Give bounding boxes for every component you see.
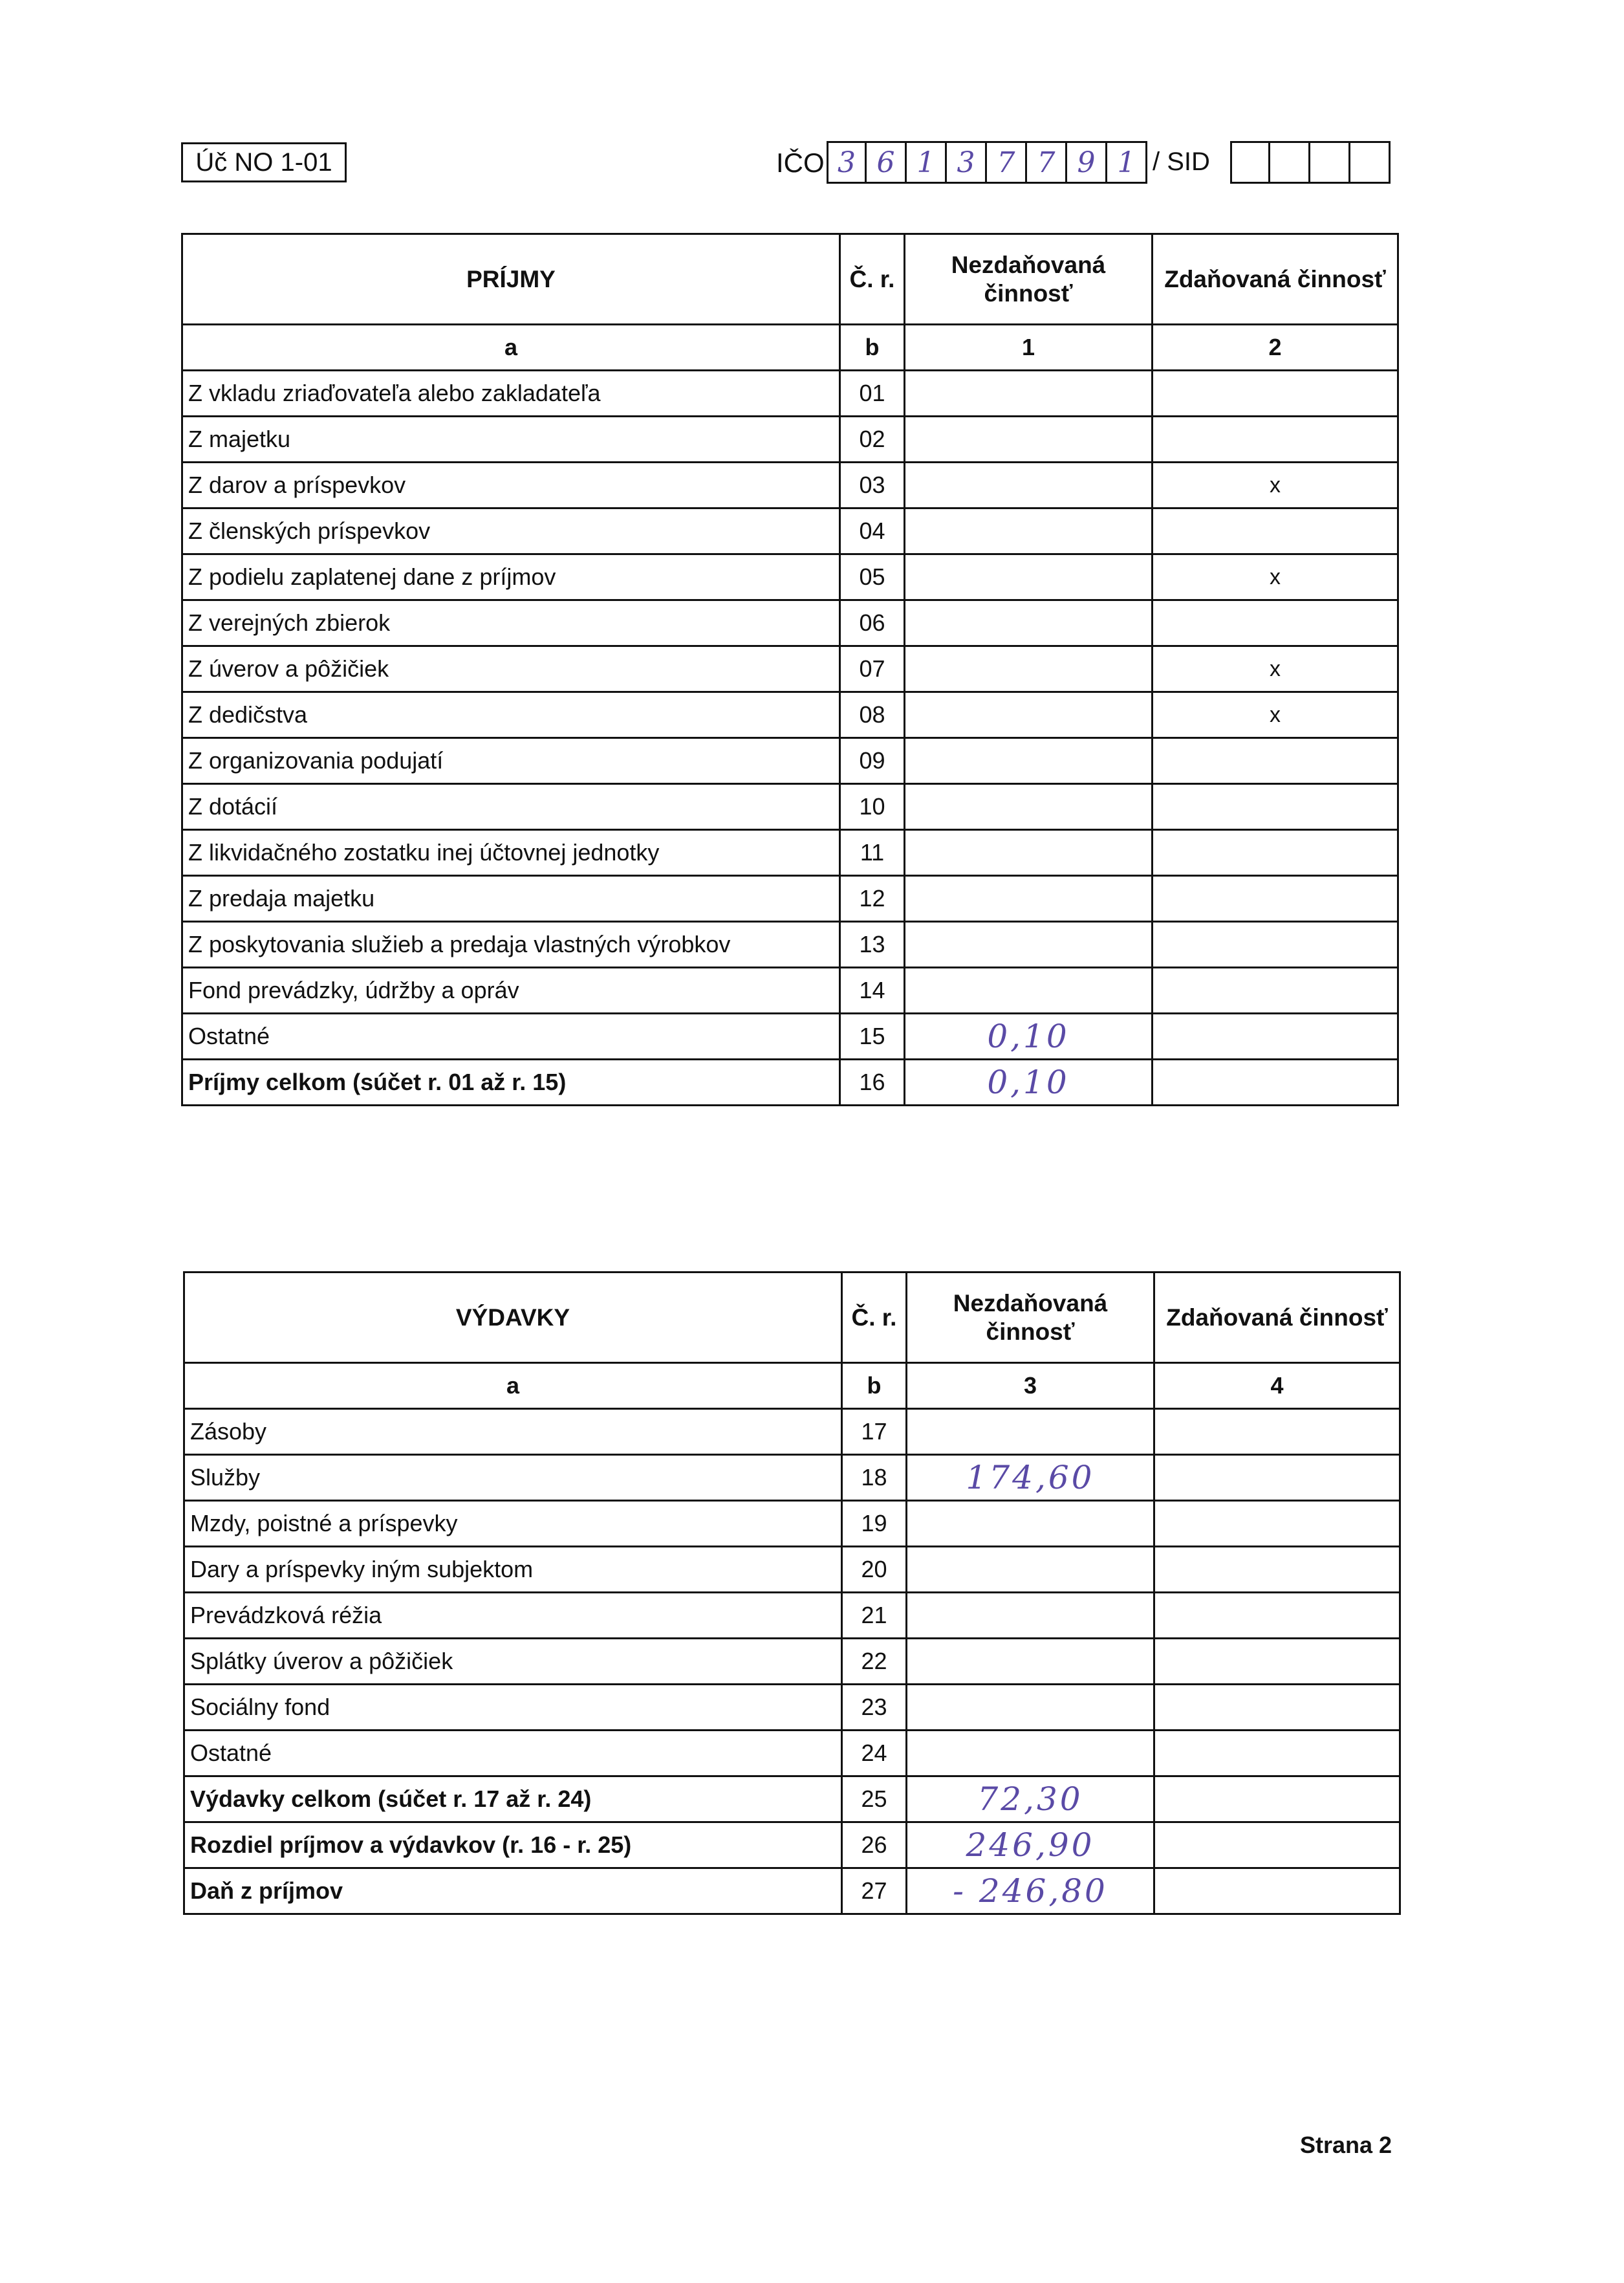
expenses-rows — [184, 1409, 1400, 1914]
sid-digit[interactable] — [1310, 141, 1350, 184]
table-row — [184, 1776, 1400, 1822]
ico-label: IČO — [776, 147, 825, 178]
row-number: 22 — [842, 1639, 907, 1685]
row-number: 07 — [840, 646, 905, 692]
untaxed-value[interactable]: 0,10 — [905, 1060, 1153, 1106]
income-title: PRÍJMY — [182, 234, 840, 325]
taxed-value[interactable] — [1153, 784, 1398, 830]
row-label: Dary a príspevky iným subjektom — [184, 1547, 842, 1593]
row-label: Z organizovania podujatí — [182, 738, 840, 784]
taxed-value[interactable] — [1153, 1060, 1398, 1106]
taxed-value[interactable] — [1154, 1776, 1400, 1822]
form-code: Úč NO 1-01 — [181, 142, 347, 182]
row-label: Služby — [184, 1455, 842, 1501]
untaxed-value[interactable] — [907, 1501, 1154, 1547]
taxed-value[interactable]: x — [1153, 554, 1398, 600]
table-row — [182, 922, 1398, 968]
untaxed-value[interactable] — [905, 508, 1153, 554]
table-row — [182, 554, 1398, 600]
row-label: Z podielu zaplatenej dane z príjmov — [182, 554, 840, 600]
taxed-value[interactable] — [1154, 1409, 1400, 1455]
row-label: Príjmy celkom (súčet r. 01 až r. 15) — [182, 1060, 840, 1106]
row-number: 16 — [840, 1060, 905, 1106]
page-number: Strana 2 — [1300, 2132, 1392, 2158]
taxed-value[interactable] — [1153, 371, 1398, 417]
row-label: Z darov a príspevkov — [182, 463, 840, 508]
untaxed-value[interactable] — [907, 1639, 1154, 1685]
row-label: Z likvidačného zostatku inej účtovnej jednotky — [182, 830, 840, 876]
taxed-value[interactable]: x — [1153, 646, 1398, 692]
row-number: 19 — [842, 1501, 907, 1547]
sid-digit[interactable] — [1270, 141, 1310, 184]
taxed-value[interactable] — [1153, 508, 1398, 554]
row-label: Z majetku — [182, 417, 840, 463]
col-number-1: 1 — [905, 325, 1153, 371]
row-label: Ostatné — [182, 1014, 840, 1060]
table-row — [182, 417, 1398, 463]
taxed-value[interactable] — [1153, 830, 1398, 876]
table-row — [182, 646, 1398, 692]
taxed-value[interactable] — [1154, 1731, 1400, 1776]
row-number: 04 — [840, 508, 905, 554]
row-label: Z verejných zbierok — [182, 600, 840, 646]
untaxed-header: Nezdaňovaná činnosť — [907, 1273, 1154, 1363]
row-label: Zásoby — [184, 1409, 842, 1455]
untaxed-value[interactable] — [907, 1731, 1154, 1776]
untaxed-header: Nezdaňovaná činnosť — [905, 234, 1153, 325]
untaxed-value[interactable] — [905, 371, 1153, 417]
untaxed-value[interactable] — [905, 830, 1153, 876]
ico-boxes — [827, 141, 1147, 186]
taxed-value[interactable] — [1154, 1639, 1400, 1685]
table-row — [184, 1822, 1400, 1868]
row-number: 12 — [840, 876, 905, 922]
taxed-value[interactable]: x — [1153, 463, 1398, 508]
sid-digit[interactable] — [1350, 141, 1391, 184]
taxed-value[interactable]: x — [1153, 692, 1398, 738]
expenses-title: VÝDAVKY — [184, 1273, 842, 1363]
untaxed-value[interactable]: 246,90 — [907, 1822, 1154, 1868]
row-label: Ostatné — [184, 1731, 842, 1776]
table-row — [184, 1731, 1400, 1776]
table-row — [184, 1685, 1400, 1731]
col-number-4: 4 — [1154, 1363, 1400, 1409]
table-row — [182, 508, 1398, 554]
row-number: 01 — [840, 371, 905, 417]
income-table — [181, 233, 1399, 1106]
untaxed-value[interactable] — [905, 600, 1153, 646]
ico-digit[interactable]: 3 — [947, 141, 987, 184]
untaxed-value[interactable] — [907, 1409, 1154, 1455]
table-row — [184, 1639, 1400, 1685]
sid-label: / SID — [1153, 147, 1210, 176]
untaxed-value[interactable]: 72,30 — [907, 1776, 1154, 1822]
row-label: Z vkladu zriaďovateľa alebo zakladateľa — [182, 371, 840, 417]
row-number: 09 — [840, 738, 905, 784]
row-label: Splátky úverov a pôžičiek — [184, 1639, 842, 1685]
row-no-header: Č. r. — [840, 234, 905, 325]
table-row — [182, 463, 1398, 508]
taxed-value[interactable] — [1153, 600, 1398, 646]
row-number: 02 — [840, 417, 905, 463]
table-row — [184, 1547, 1400, 1593]
income-rows — [182, 371, 1398, 1106]
taxed-value[interactable] — [1154, 1593, 1400, 1639]
taxed-header: Zdaňovaná činnosť — [1154, 1273, 1400, 1363]
table-row — [182, 371, 1398, 417]
row-label: Mzdy, poistné a príspevky — [184, 1501, 842, 1547]
row-no-header: Č. r. — [842, 1273, 907, 1363]
taxed-value[interactable] — [1153, 922, 1398, 968]
untaxed-value[interactable] — [905, 463, 1153, 508]
table-row — [182, 1060, 1398, 1106]
row-number: 21 — [842, 1593, 907, 1639]
row-number: 13 — [840, 922, 905, 968]
row-number: 18 — [842, 1455, 907, 1501]
row-label: Z členských príspevkov — [182, 508, 840, 554]
taxed-value[interactable] — [1154, 1501, 1400, 1547]
row-label: Daň z príjmov — [184, 1868, 842, 1914]
row-label: Z dedičstva — [182, 692, 840, 738]
row-number: 10 — [840, 784, 905, 830]
ico-digit[interactable]: 1 — [1107, 141, 1147, 184]
untaxed-value[interactable] — [907, 1685, 1154, 1731]
untaxed-value[interactable]: 174,60 — [907, 1455, 1154, 1501]
table-row — [182, 738, 1398, 784]
row-label: Výdavky celkom (súčet r. 17 až r. 24) — [184, 1776, 842, 1822]
sid-boxes — [1230, 141, 1391, 186]
untaxed-value[interactable] — [905, 876, 1153, 922]
row-number: 23 — [842, 1685, 907, 1731]
untaxed-value[interactable] — [905, 784, 1153, 830]
row-number: 11 — [840, 830, 905, 876]
untaxed-value[interactable] — [905, 417, 1153, 463]
taxed-value[interactable] — [1153, 417, 1398, 463]
untaxed-value[interactable]: - 246,80 — [907, 1868, 1154, 1914]
taxed-value[interactable] — [1154, 1685, 1400, 1731]
taxed-value[interactable] — [1153, 876, 1398, 922]
row-number: 25 — [842, 1776, 907, 1822]
table-row — [184, 1455, 1400, 1501]
col-letter-a: a — [182, 325, 840, 371]
table-row — [184, 1409, 1400, 1455]
table-row — [182, 1014, 1398, 1060]
row-label: Z predaja majetku — [182, 876, 840, 922]
ico-digit[interactable]: 9 — [1067, 141, 1107, 184]
col-letter-a: a — [184, 1363, 842, 1409]
untaxed-value[interactable] — [907, 1547, 1154, 1593]
row-number: 17 — [842, 1409, 907, 1455]
row-label: Rozdiel príjmov a výdavkov (r. 16 - r. 25) — [184, 1822, 842, 1868]
ico-digit[interactable]: 7 — [987, 141, 1027, 184]
ico-digit[interactable]: 7 — [1027, 141, 1067, 184]
untaxed-value[interactable] — [905, 968, 1153, 1014]
taxed-value[interactable] — [1153, 738, 1398, 784]
table-row — [182, 968, 1398, 1014]
row-label: Prevádzková réžia — [184, 1593, 842, 1639]
taxed-value[interactable] — [1154, 1547, 1400, 1593]
table-row — [182, 876, 1398, 922]
col-letter-b: b — [842, 1363, 907, 1409]
row-number: 20 — [842, 1547, 907, 1593]
taxed-value[interactable] — [1154, 1455, 1400, 1501]
taxed-header: Zdaňovaná činnosť — [1153, 234, 1398, 325]
table-row — [182, 784, 1398, 830]
row-label: Z dotácií — [182, 784, 840, 830]
row-number: 26 — [842, 1822, 907, 1868]
row-number: 08 — [840, 692, 905, 738]
table-row — [182, 692, 1398, 738]
taxed-value[interactable] — [1153, 968, 1398, 1014]
untaxed-value[interactable] — [905, 738, 1153, 784]
taxed-value[interactable] — [1153, 1014, 1398, 1060]
row-label: Fond prevádzky, údržby a opráv — [182, 968, 840, 1014]
untaxed-value[interactable] — [907, 1593, 1154, 1639]
row-label: Z úverov a pôžičiek — [182, 646, 840, 692]
expenses-table — [183, 1271, 1401, 1915]
table-row — [184, 1501, 1400, 1547]
untaxed-value[interactable]: 0,10 — [905, 1014, 1153, 1060]
ico-digit[interactable]: 1 — [907, 141, 947, 184]
row-number: 05 — [840, 554, 905, 600]
row-number: 03 — [840, 463, 905, 508]
taxed-value[interactable] — [1154, 1868, 1400, 1914]
col-number-3: 3 — [907, 1363, 1154, 1409]
ico-digit[interactable]: 6 — [867, 141, 907, 184]
row-label: Sociálny fond — [184, 1685, 842, 1731]
table-row — [182, 600, 1398, 646]
untaxed-value[interactable] — [905, 692, 1153, 738]
row-number: 27 — [842, 1868, 907, 1914]
table-row — [182, 830, 1398, 876]
table-row — [184, 1593, 1400, 1639]
col-letter-b: b — [840, 325, 905, 371]
row-number: 24 — [842, 1731, 907, 1776]
row-number: 15 — [840, 1014, 905, 1060]
untaxed-value[interactable] — [905, 922, 1153, 968]
untaxed-value[interactable] — [905, 646, 1153, 692]
row-label: Z poskytovania služieb a predaja vlastných výrobkov — [182, 922, 840, 968]
row-number: 06 — [840, 600, 905, 646]
untaxed-value[interactable] — [905, 554, 1153, 600]
ico-digit[interactable]: 3 — [827, 141, 867, 184]
taxed-value[interactable] — [1154, 1822, 1400, 1868]
table-row — [184, 1868, 1400, 1914]
row-number: 14 — [840, 968, 905, 1014]
col-number-2: 2 — [1153, 325, 1398, 371]
sid-digit[interactable] — [1230, 141, 1270, 184]
